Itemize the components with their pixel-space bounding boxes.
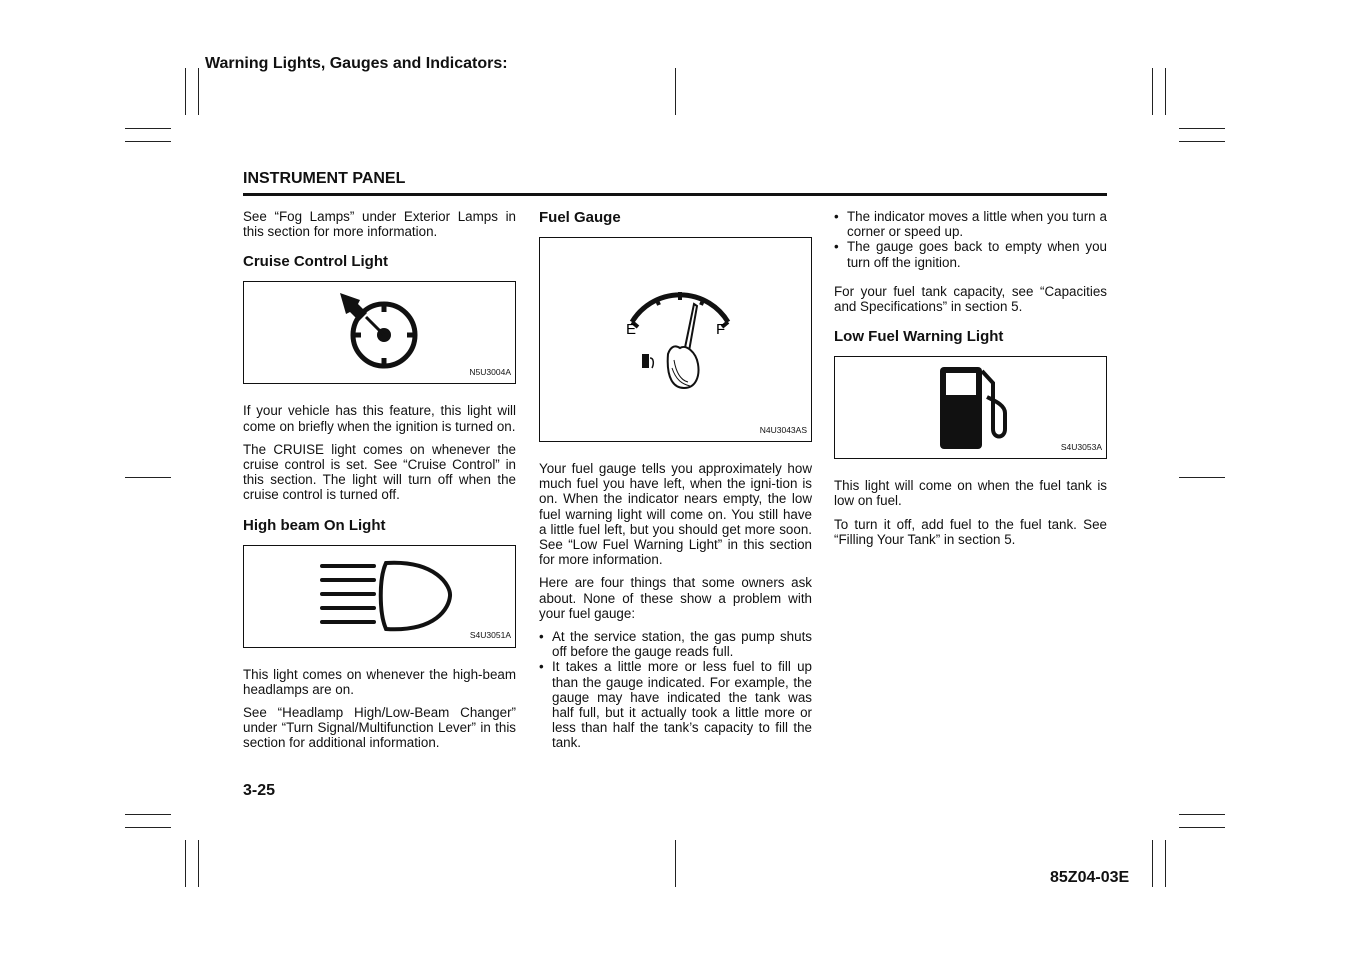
high-beam-figure xyxy=(243,545,516,648)
document-code: 85Z04-03E xyxy=(1050,869,1130,886)
column-2 xyxy=(539,209,812,759)
high-beam-heading: High beam On Light xyxy=(243,516,386,534)
list-item: • It takes a little more or less fuel to fill up than the gauge indicated. For example, the gauge may have indicated the tank was half full, but it actually took a little more or less than half the tank’s capacity to fill the tank. xyxy=(539,659,812,750)
high-beam-icon xyxy=(318,558,458,638)
figure-code: N4U3043AS xyxy=(759,424,807,435)
low-fuel-figure xyxy=(834,356,1107,459)
fuel-gauge-heading: Fuel Gauge xyxy=(539,209,621,226)
fuel-gauge-paragraph-1: Your fuel gauge tells you approximately how much fuel you have left, when the igni-tion is on. When the indicator nears empty, the low fuel warning light will come on. You still have a little fuel left, but you should get more soon. See “Low Fuel Warning Light” in this section for more information. xyxy=(539,461,812,568)
low-fuel-paragraph-2: To turn it off, add fuel to the fuel tank. See “Filling Your Tank” in section 5. xyxy=(834,516,1107,547)
high-beam-paragraph-2: See “Headlamp High/Low-Beam Changer” under “Turn Signal/Multifunction Lever” in this section for additional information. xyxy=(243,705,516,751)
cruise-paragraph-1: If your vehicle has this feature, this light will come on briefly when the ignition is turned on. xyxy=(243,403,516,434)
page-number: 3-25 xyxy=(243,782,276,799)
low-fuel-paragraph-1: This light will come on when the fuel tank is low on fuel. xyxy=(834,478,1107,509)
fuel-pump-icon xyxy=(935,363,1015,453)
fuel-gauge-bullets xyxy=(539,629,812,751)
cruise-control-icon xyxy=(336,290,426,380)
column-1 xyxy=(243,209,516,759)
section-rule xyxy=(243,193,1107,196)
figure-code: S4U3053A xyxy=(1060,442,1102,453)
figure-code: S4U3051A xyxy=(469,630,511,641)
section-title: INSTRUMENT PANEL xyxy=(243,170,406,187)
gauge-full-label: F xyxy=(716,321,726,338)
column-3 xyxy=(834,209,1107,555)
low-fuel-heading: Low Fuel Warning Light xyxy=(834,328,1004,346)
list-item: • At the service station, the gas pump shuts off before the gauge reads full. xyxy=(539,629,812,659)
figure-code: N5U3004A xyxy=(469,367,511,378)
fuel-gauge-illustration xyxy=(610,284,750,404)
fog-lamps-reference: See “Fog Lamps” under Exterior Lamps in this section for more information. xyxy=(243,209,516,240)
fuel-gauge-figure xyxy=(539,237,812,442)
running-head: Warning Lights, Gauges and Indicators: xyxy=(205,55,508,72)
list-item: • The indicator moves a little when you turn a corner or speed up. xyxy=(834,209,1107,239)
list-item: • The gauge goes back to empty when you turn off the ignition. xyxy=(834,239,1107,269)
fuel-gauge-bullets-continued xyxy=(834,209,1107,270)
cruise-paragraph-2: The CRUISE light comes on whenever the cruise control is set. See “Cruise Control” in this section. The light will turn off when the cruise control is turned off. xyxy=(243,441,516,503)
fuel-gauge-paragraph-2: Here are four things that some owners ask about. None of these show a problem with your fuel gauge: xyxy=(539,575,812,621)
high-beam-paragraph-1: This light comes on whenever the high-beam headlamps are on. xyxy=(243,666,516,697)
cruise-control-figure xyxy=(243,281,516,384)
cruise-control-heading: Cruise Control Light xyxy=(243,253,388,271)
capacity-reference: For your fuel tank capacity, see “Capacities and Specifications” in section 5. xyxy=(834,283,1107,315)
gauge-empty-label: E xyxy=(626,321,637,338)
